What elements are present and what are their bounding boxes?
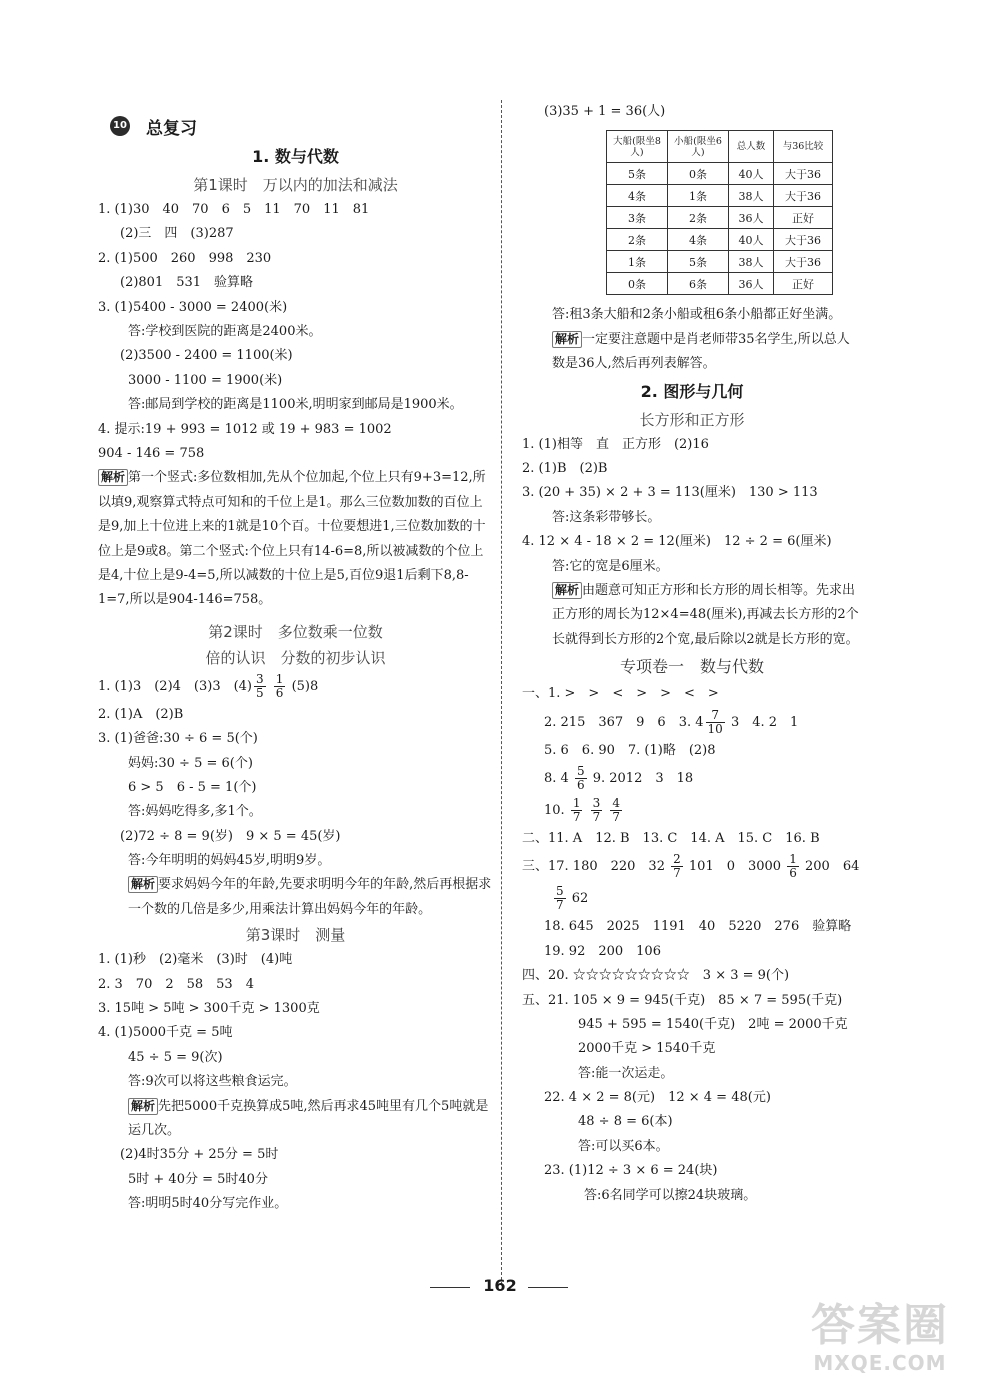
table-cell: 5条 (607, 163, 668, 185)
answer-line: 18. 645 2025 1191 40 5220 276 验算略 (544, 919, 852, 935)
answer-line: 答:学校到医院的距离是2400米。 (128, 323, 322, 339)
analysis-paragraph (98, 873, 493, 922)
answer-line: 3. (20 + 35) × 2 + 3 = 113(厘米) 130 > 113 (522, 485, 818, 501)
denominator: 5 (256, 685, 264, 700)
answer-line (98, 671, 493, 703)
column-divider (501, 100, 502, 1285)
watermark-url: MXQE.COM (813, 1351, 947, 1375)
fraction (787, 853, 799, 880)
numerator: 5 (576, 763, 585, 778)
page-number-rule-right (528, 1287, 568, 1288)
fraction (254, 673, 266, 700)
fraction (274, 673, 286, 700)
fraction (610, 797, 622, 824)
table-cell: 正好 (774, 207, 833, 229)
right-column (522, 100, 862, 1208)
answer-line: 2. (1)B (2)B (522, 460, 608, 476)
table-cell: 正好 (774, 273, 833, 295)
answer-line: 二、11. A 12. B 13. C 14. A 15. C 16. B (522, 830, 820, 846)
table-cell: 38人 (729, 185, 774, 207)
numerator: 1 (275, 671, 284, 686)
answer-line: 6 > 5 6 - 5 = 1(个) (128, 779, 257, 795)
numerator: 4 (612, 795, 621, 810)
table-cell: 0条 (668, 163, 729, 185)
answer-line: 5. 6 6. 90 7. (1)略 (2)8 (544, 742, 716, 758)
fraction (706, 709, 725, 736)
answer-line: (2)72 ÷ 8 = 9(岁) 9 × 5 = 45(岁) (120, 828, 341, 844)
answer-line: 4. 提示:19 + 993 = 1012 或 19 + 983 = 1002 (98, 421, 392, 437)
analysis-paragraph (522, 579, 862, 652)
answer-line: 23. (1)12 ÷ 3 × 6 = 24(块) (544, 1163, 718, 1179)
denominator: 6 (275, 685, 284, 700)
table-cell: 大于36 (774, 185, 833, 207)
numerator: 1 (572, 795, 581, 810)
answer-line: 1. (1)秒 (2)毫米 (3)时 (4)吨 (98, 952, 293, 968)
answer-line: 五、21. 105 × 9 = 945(千克) 85 × 7 = 595(千克) (522, 992, 843, 1008)
analysis-label: 解析 (98, 469, 128, 486)
boat-table (606, 130, 833, 295)
table-cell: 5条 (668, 251, 729, 273)
answer-line: 答:明明5时40分写完作业。 (128, 1196, 288, 1212)
table-cell: 1条 (607, 251, 668, 273)
analysis-label: 解析 (552, 582, 582, 599)
table-header: 总人数 (729, 131, 774, 163)
answer-line: (2)801 531 验算略 (120, 275, 254, 291)
answer-line: 答:今年明明的妈妈45岁,明明9岁。 (128, 853, 331, 869)
numerator: 2 (673, 852, 681, 867)
section-title: 1. 数与代数 (252, 147, 339, 166)
table-row (607, 163, 833, 185)
answer-line: (2)三 四 (3)287 (120, 226, 234, 242)
answer-line: 答:租3条大船和2条小船或租6条小船都正好坐满。 (552, 307, 842, 323)
watermark-text: 答案圈 (811, 1300, 949, 1351)
answer-line (522, 707, 862, 739)
answer-text: 1. (1)3 (2)4 (3)3 (4) (98, 678, 253, 694)
table-cell: 0条 (607, 273, 668, 295)
denominator: 7 (673, 866, 681, 881)
answer-line: (2)3500 - 2400 = 1100(米) (120, 348, 293, 364)
answer-line: 妈妈:30 ÷ 5 = 6(个) (128, 755, 253, 771)
table-cell: 3条 (607, 207, 668, 229)
answer-line: 4. (1)5000千克 = 5吨 (98, 1025, 233, 1041)
answer-line: 答:它的宽是6厘米。 (552, 558, 669, 574)
table-cell: 6条 (668, 273, 729, 295)
answer-line: 3. (1)5400 - 3000 = 2400(米) (98, 299, 288, 315)
unit-number-badge: 10 (110, 116, 130, 136)
fraction (575, 765, 587, 792)
answer-text: 3 4. 2 1 (730, 714, 799, 730)
denominator: 7 (612, 809, 621, 824)
numerator: 7 (706, 709, 725, 723)
table-row (607, 273, 833, 295)
answer-text: 200 64 (805, 859, 860, 875)
answer-line (522, 763, 862, 795)
denominator: 10 (707, 721, 723, 736)
watermark-logo (780, 1300, 980, 1380)
analysis-paragraph (98, 1095, 493, 1144)
answer-line: 3. (1)爸爸:30 ÷ 6 = 5(个) (98, 731, 258, 747)
table-row (607, 207, 833, 229)
numerator: 3 (592, 795, 601, 810)
analysis-label: 解析 (552, 331, 582, 348)
answer-text: 8. 4 (544, 770, 569, 786)
table-cell: 大于36 (774, 229, 833, 251)
table-cell: 36人 (729, 273, 774, 295)
left-column (98, 100, 493, 1217)
table-cell: 36人 (729, 207, 774, 229)
lesson-title: 长方形和正方形 (639, 410, 745, 429)
fraction (554, 885, 566, 912)
analysis-text: 先把5000千克换算成5吨,然后再求45吨里有几个5吨就是运几次。 (128, 1098, 489, 1139)
table-row (607, 229, 833, 251)
analysis-label: 解析 (128, 1098, 158, 1115)
table-cell: 2条 (607, 229, 668, 251)
lesson-title: 第3课时 测量 (245, 926, 346, 945)
table-cell: 大于36 (774, 251, 833, 273)
answer-text: 10. (544, 802, 565, 818)
answer-line: 1. (1)相等 直 正方形 (2)16 (522, 436, 709, 452)
lesson-title: 第2课时 多位数乘一位数 (208, 622, 383, 641)
denominator: 6 (789, 866, 797, 881)
numerator: 3 (256, 671, 264, 686)
lesson-title: 倍的认识 分数的初步认识 (205, 648, 386, 667)
fraction (591, 797, 603, 824)
answer-line: 答:可以买6本。 (578, 1138, 669, 1154)
table-header: 与36比较 (774, 131, 833, 163)
answer-line: 945 + 595 = 1540(千克) 2吨 = 2000千克 (578, 1016, 848, 1032)
answer-line: 4. 12 × 4 - 18 × 2 = 12(厘米) 12 ÷ 2 = 6(厘米) (522, 534, 832, 550)
unit-title: 总复习 (146, 119, 197, 139)
denominator: 7 (572, 809, 581, 824)
analysis-text: 由题意可知正方形和长方形的周长相等。先求出正方形的周长为12×4=48(厘米),再减去长方形的2个长就得到长方形的2个宽,最后除以2就是长方形的宽。 (552, 582, 859, 647)
denominator: 7 (556, 898, 564, 913)
lesson-title: 第1课时 万以内的加法和减法 (193, 176, 398, 194)
page-number: 162 (483, 1276, 517, 1295)
answer-line: 一、1. > > < > > < > (522, 686, 719, 702)
answer-text: 101 0 3000 (688, 859, 782, 875)
table-header-row (607, 131, 833, 163)
answer-line: 22. 4 × 2 = 8(元) 12 × 4 = 48(元) (544, 1090, 771, 1106)
table-cell: 1条 (668, 185, 729, 207)
answer-line: 48 ÷ 8 = 6(本) (578, 1114, 673, 1130)
answer-line: 答:这条彩带够长。 (552, 509, 661, 525)
table-header: 小船(限坐6人) (668, 131, 729, 163)
analysis-label: 解析 (128, 876, 158, 893)
answer-line: 5时 + 40分 = 5时40分 (128, 1171, 268, 1187)
answer-line (522, 883, 862, 915)
fraction (671, 853, 683, 880)
answer-line: 19. 92 200 106 (544, 943, 661, 959)
analysis-text: 第一个竖式:多位数相加,先从个位加起,个位上只有9+3=12,所以填9,观察算式特点可知和的千位上是1。那么三位数加数的百位上是9,加上十位进上来的1就是10个百。十位要想进1,三位数加数的十位上是9或8。第二个竖式:个位上只有14-6=8,所以被减数的个位上是4,十位上是9-4=5,所以减数的十位上是5,百位9退1后剩下8,8-1=7,所以是904-146=758。 (98, 470, 486, 608)
numerator: 1 (789, 852, 797, 867)
answer-line: 2000千克 > 1540千克 (578, 1041, 716, 1057)
answer-line: 答:妈妈吃得多,多1个。 (128, 804, 262, 820)
answer-text: 三、17. 180 220 32 (522, 859, 665, 875)
fraction (571, 797, 583, 824)
answer-line: 四、20. ☆☆☆☆☆☆☆☆☆ 3 × 3 = 9(个) (522, 968, 790, 984)
table-header: 大船(限坐8人) (607, 131, 668, 163)
analysis-text: 要求妈妈今年的年龄,先要求明明今年的年龄,然后再根据求一个数的几倍是多少,用乘法计算出妈妈今年的年龄。 (128, 877, 492, 917)
analysis-paragraph (98, 466, 493, 612)
answer-text: 2. 215 367 9 6 3. 4 (544, 714, 704, 730)
answer-line: 3000 - 1100 = 1900(米) (128, 372, 283, 388)
answer-line: 2. 3 70 2 58 53 4 (98, 976, 254, 992)
section-title: 2. 图形与几何 (640, 381, 744, 401)
table-cell: 大于36 (774, 163, 833, 185)
table-cell: 4条 (607, 185, 668, 207)
answer-line: 904 - 146 = 758 (98, 445, 205, 461)
table-cell: 2条 (668, 207, 729, 229)
answer-line: 答:邮局到学校的距离是1100米,明明家到邮局是1900米。 (128, 397, 463, 413)
table-cell: 38人 (729, 251, 774, 273)
special-section-title: 专项卷一 数与代数 (619, 657, 764, 677)
answer-line: (3)35 + 1 = 36(人) (544, 104, 666, 119)
table-row (607, 185, 833, 207)
analysis-text: 一定要注意题中是肖老师带35名学生,所以总人数是36人,然后再列表解答。 (552, 331, 850, 372)
answer-line: 答:6名同学可以擦24块玻璃。 (584, 1187, 757, 1203)
answer-line: 答:能一次运走。 (578, 1065, 674, 1081)
answer-text: (5)8 (291, 678, 319, 694)
answer-line (522, 795, 862, 827)
table-cell: 40人 (729, 229, 774, 251)
answer-text: 9. 2012 3 18 (592, 770, 694, 786)
denominator: 7 (592, 809, 601, 824)
table-cell: 40人 (729, 163, 774, 185)
analysis-paragraph (522, 328, 862, 377)
answer-line: 2. (1)500 260 998 230 (98, 250, 272, 266)
table-cell: 4条 (668, 229, 729, 251)
answer-line: 1. (1)30 40 70 6 5 11 70 11 81 (98, 202, 370, 217)
denominator: 6 (576, 777, 585, 792)
numerator: 5 (556, 884, 564, 899)
answer-text: 62 (571, 891, 589, 907)
table-row (607, 251, 833, 273)
answer-line: 45 ÷ 5 = 9(次) (128, 1049, 223, 1065)
answer-line: 3. 15吨 > 5吨 > 300千克 > 1300克 (98, 1001, 320, 1017)
answer-line (522, 851, 862, 883)
answer-line: 答:9次可以将这些粮食运完。 (128, 1074, 297, 1090)
answer-line: 2. (1)A (2)B (98, 706, 184, 722)
answer-line: (2)4时35分 + 25分 = 5时 (120, 1147, 279, 1163)
